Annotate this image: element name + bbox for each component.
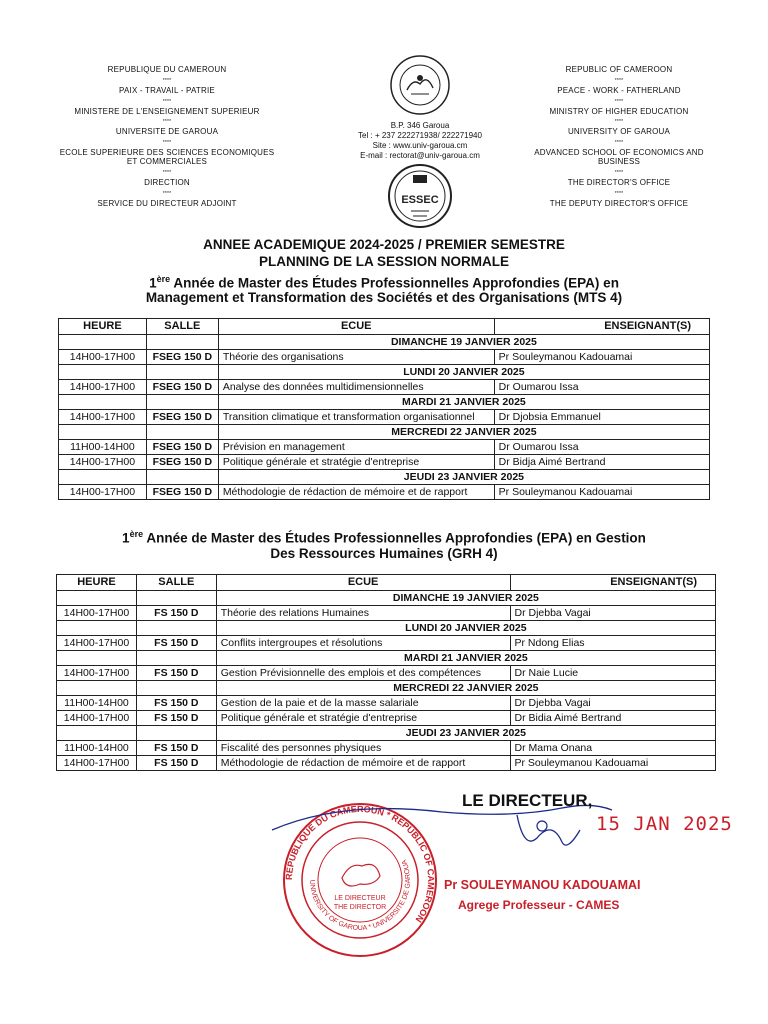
header-left-block	[52, 66, 282, 212]
cell-ecue: Théorie des organisations	[218, 350, 494, 365]
cell-heure: 14H00-17H00	[57, 711, 137, 726]
day-row	[59, 335, 710, 350]
header-left-line: UNIVERSITE DE GAROUA	[115, 127, 219, 137]
mts-program-title-line2: Management et Transformation des Sociétés et des Organisations (MTS 4)	[145, 290, 623, 305]
separator-stars: ****	[162, 190, 172, 197]
column-header-heure: HEURE	[57, 575, 137, 591]
header-right-line: REPUBLIC OF CAMEROON	[565, 65, 673, 74]
separator-stars: ****	[162, 119, 172, 126]
cell-salle: FS 150 D	[136, 666, 216, 681]
stamp-center-line2: THE DIRECTOR	[333, 904, 387, 911]
separator-stars: ****	[162, 140, 172, 147]
day-label: LUNDI 20 JANVIER 2025	[216, 621, 715, 636]
table-header-row	[57, 575, 716, 591]
separator-stars: ****	[614, 77, 624, 84]
table-row	[59, 350, 710, 365]
cell-enseignant: Pr Ndong Elias	[510, 636, 716, 651]
university-logo	[389, 54, 451, 116]
mts-schedule-table	[58, 318, 710, 500]
mts-ordinal: 1	[149, 275, 157, 291]
day-label: DIMANCHE 19 JANVIER 2025	[216, 591, 715, 606]
cell-heure: 14H00-17H00	[57, 636, 137, 651]
cell-salle: FSEG 150 D	[146, 485, 218, 500]
day-row	[57, 591, 716, 606]
grh-ordinal: 1	[122, 530, 130, 546]
cell-heure: 11H00-14H00	[59, 440, 147, 455]
header-left-line: ET COMMERCIALES	[126, 156, 208, 166]
cell-salle: FS 150 D	[136, 756, 216, 771]
cell-heure: 11H00-14H00	[57, 741, 137, 756]
cell-enseignant: Dr Mama Onana	[510, 741, 716, 756]
day-row	[59, 425, 710, 440]
cell-heure: 14H00-17H00	[57, 606, 137, 621]
separator-stars: ****	[614, 119, 624, 126]
cell-heure: 11H00-14H00	[57, 696, 137, 711]
table-row	[59, 410, 710, 425]
header-right-line: PEACE - WORK - FATHERLAND	[557, 85, 681, 95]
cell-ecue: Méthodologie de rédaction de mémoire et de rapport	[216, 756, 510, 771]
stamp-center-line1: LE DIRECTEUR	[334, 895, 386, 902]
signer-name: Pr SOULEYMANOU KADOUAMAI	[444, 878, 641, 892]
day-label: JEUDI 23 JANVIER 2025	[218, 470, 709, 485]
header-right-line: THE DIRECTOR'S OFFICE	[567, 177, 671, 187]
date-stamp: 15 JAN 2025	[596, 813, 733, 835]
table-row	[57, 606, 716, 621]
grh-ordinal-suffix: ère	[129, 529, 144, 539]
cell-enseignant: Dr Oumarou Issa	[494, 440, 709, 455]
cell-enseignant: Dr Djobsia Emmanuel	[494, 410, 709, 425]
cell-heure: 14H00-17H00	[59, 350, 147, 365]
day-label: JEUDI 23 JANVIER 2025	[216, 726, 715, 741]
header-right-line: UNIVERSITY OF GAROUA	[567, 127, 671, 137]
elephant-emblem-icon	[342, 864, 380, 886]
day-label: MERCREDI 22 JANVIER 2025	[218, 425, 709, 440]
separator-stars: ****	[162, 77, 172, 84]
header-right-line: ADVANCED SCHOOL OF ECONOMICS AND	[534, 148, 704, 158]
grh-program-title-line2: Des Ressources Humaines (GRH 4)	[270, 546, 498, 561]
cell-heure: 14H00-17H00	[59, 410, 147, 425]
day-label: LUNDI 20 JANVIER 2025	[218, 365, 709, 380]
email: E-mail : rectorat@univ-garoua.cm	[360, 151, 480, 160]
grh-title-text: Année de Master des Études Professionnelles Approfondies (EPA) en Gestion	[143, 530, 646, 546]
cell-salle: FS 150 D	[136, 741, 216, 756]
academic-year-title: ANNEE ACADEMIQUE 2024-2025 / PREMIER SEMESTRE	[203, 237, 565, 252]
separator-stars: ****	[614, 169, 624, 176]
header-left-line: REPUBLIQUE DU CAMEROUN	[107, 65, 227, 74]
column-header-ecue: ECUE	[218, 319, 494, 335]
column-header-enseignant: ENSEIGNANT(S)	[510, 575, 716, 591]
header-left-line: ECOLE SUPERIEURE DES SCIENCES ECONOMIQUES	[59, 148, 275, 158]
cell-enseignant: Dr Djebba Vagai	[510, 606, 716, 621]
mts-ordinal-suffix: ère	[156, 274, 171, 284]
header-right-line: BUSINESS	[597, 156, 641, 166]
separator-stars: ****	[162, 98, 172, 105]
column-header-enseignant: ENSEIGNANT(S)	[494, 319, 709, 335]
day-label: DIMANCHE 19 JANVIER 2025	[218, 335, 709, 350]
separator-stars: ****	[614, 190, 624, 197]
header-right-block	[504, 66, 734, 212]
essec-logo-text: ESSEC	[401, 194, 439, 206]
session-title: PLANNING DE LA SESSION NORMALE	[258, 254, 509, 269]
cell-salle: FSEG 150 D	[146, 440, 218, 455]
table-row	[57, 636, 716, 651]
day-row	[57, 681, 716, 696]
cell-ecue: Conflits intergroupes et résolutions	[216, 636, 510, 651]
cell-salle: FS 150 D	[136, 636, 216, 651]
column-header-salle: SALLE	[136, 575, 216, 591]
separator-stars: ****	[614, 98, 624, 105]
mts-title-text: Année de Master des Études Professionnelles Approfondies (EPA) en	[170, 275, 619, 291]
stamp-inner-textpath: UNIVERSITY OF GAROUA * UNIVERSITE DE GAROUA	[307, 858, 413, 933]
day-row	[59, 395, 710, 410]
grh-program-title-line1	[0, 526, 768, 547]
table-row	[59, 440, 710, 455]
cell-ecue: Analyse des données multidimensionnelles	[218, 380, 494, 395]
table-row	[57, 756, 716, 771]
cell-heure: 14H00-17H00	[59, 485, 147, 500]
cell-salle: FSEG 150 D	[146, 410, 218, 425]
cell-salle: FS 150 D	[136, 606, 216, 621]
cell-enseignant: Pr Souleymanou Kadouamai	[510, 756, 716, 771]
cell-heure: 14H00-17H00	[59, 455, 147, 470]
column-header-heure: HEURE	[59, 319, 147, 335]
essec-logo	[385, 163, 455, 229]
cell-heure: 14H00-17H00	[59, 380, 147, 395]
cell-ecue: Théorie des relations Humaines	[216, 606, 510, 621]
cell-ecue: Politique générale et stratégie d'entreprise	[218, 455, 494, 470]
separator-stars: ****	[614, 140, 624, 147]
day-row	[57, 621, 716, 636]
cell-heure: 14H00-17H00	[57, 756, 137, 771]
cell-ecue: Fiscalité des personnes physiques	[216, 741, 510, 756]
cell-ecue: Gestion de la paie et de la masse salariale	[216, 696, 510, 711]
day-label: MARDI 21 JANVIER 2025	[216, 651, 715, 666]
column-header-salle: SALLE	[146, 319, 218, 335]
day-row	[59, 470, 710, 485]
website: Site : www.univ-garoua.cm	[372, 141, 468, 150]
cell-ecue: Méthodologie de rédaction de mémoire et de rapport	[218, 485, 494, 500]
cell-ecue: Transition climatique et transformation organisationnel	[218, 410, 494, 425]
cell-ecue: Prévision en management	[218, 440, 494, 455]
day-row	[59, 365, 710, 380]
cell-enseignant: Pr Souleymanou Kadouamai	[494, 350, 709, 365]
header-left-line: MINISTERE DE L'ENSEIGNEMENT SUPERIEUR	[74, 106, 260, 116]
signer-title: Agrege Professeur - CAMES	[458, 898, 620, 912]
header-right-line: MINISTRY OF HIGHER EDUCATION	[549, 106, 689, 116]
table-row	[57, 666, 716, 681]
postal-box: B.P. 346 Garoua	[390, 121, 450, 130]
table-row	[59, 455, 710, 470]
header-left-line: SERVICE DU DIRECTEUR ADJOINT	[97, 198, 237, 208]
header-left-line: PAIX - TRAVAIL - PATRIE	[119, 85, 215, 95]
telephone: Tel : + 237 222271938/ 222271940	[358, 131, 482, 140]
stamp-outer-textpath: REPUBLIQUE DU CAMEROUN * REPUBLIC OF CAMEROON	[283, 803, 437, 925]
day-row	[57, 651, 716, 666]
cell-salle: FS 150 D	[136, 711, 216, 726]
cell-ecue: Politique générale et stratégie d'entreprise	[216, 711, 510, 726]
table-row	[59, 485, 710, 500]
day-label: MARDI 21 JANVIER 2025	[218, 395, 709, 410]
cell-enseignant: Dr Bidia Aimé Bertrand	[510, 711, 716, 726]
day-row	[57, 726, 716, 741]
separator-stars: ****	[162, 169, 172, 176]
cell-enseignant: Dr Bidja Aimé Bertrand	[494, 455, 709, 470]
cell-ecue: Gestion Prévisionnelle des emplois et des compétences	[216, 666, 510, 681]
column-header-ecue: ECUE	[216, 575, 510, 591]
cell-enseignant: Dr Naie Lucie	[510, 666, 716, 681]
cell-enseignant: Pr Souleymanou Kadouamai	[494, 485, 709, 500]
grh-schedule-table	[56, 574, 716, 771]
cell-enseignant: Dr Djebba Vagai	[510, 696, 716, 711]
table-row	[59, 380, 710, 395]
cell-salle: FSEG 150 D	[146, 380, 218, 395]
table-row	[57, 741, 716, 756]
cell-heure: 14H00-17H00	[57, 666, 137, 681]
table-row	[57, 696, 716, 711]
table-header-row	[59, 319, 710, 335]
header-right-line: THE DEPUTY DIRECTOR'S OFFICE	[549, 198, 689, 208]
signer-role: LE DIRECTEUR,	[462, 791, 593, 810]
table-row	[57, 711, 716, 726]
cell-salle: FS 150 D	[136, 696, 216, 711]
cell-enseignant: Dr Oumarou Issa	[494, 380, 709, 395]
cell-salle: FSEG 150 D	[146, 455, 218, 470]
cell-salle: FSEG 150 D	[146, 350, 218, 365]
header-left-line: DIRECTION	[144, 177, 190, 187]
day-label: MERCREDI 22 JANVIER 2025	[216, 681, 715, 696]
header-center-block	[330, 54, 510, 232]
